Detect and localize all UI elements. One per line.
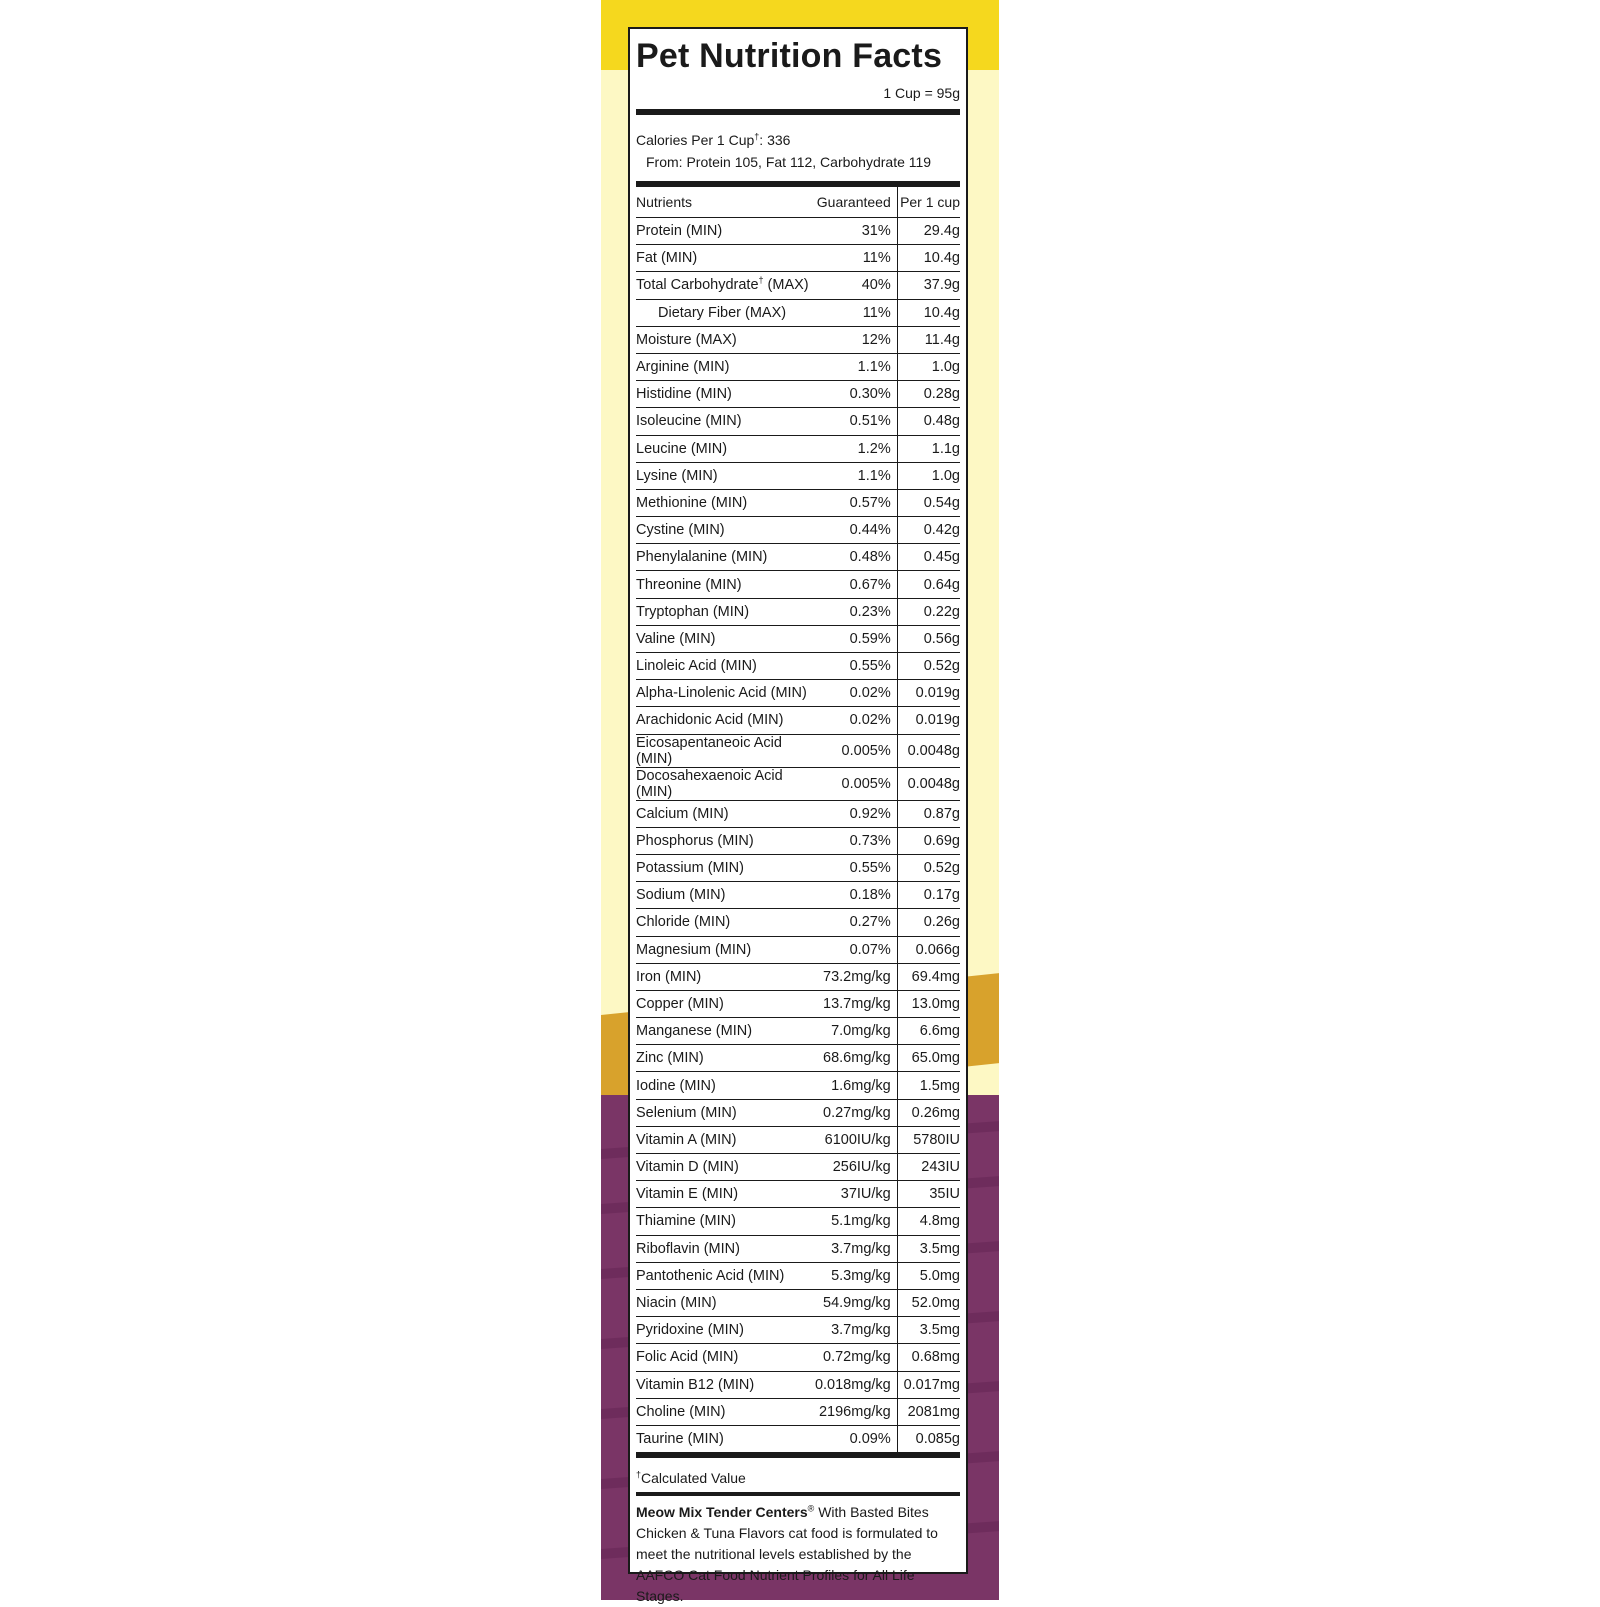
nutrient-label: Dietary Fiber (MAX) [658, 304, 787, 321]
guaranteed-value: 3.7mg/kg [815, 1235, 897, 1262]
guaranteed-value: 0.27mg/kg [815, 1099, 897, 1126]
serving-size: 1 Cup = 95g [883, 85, 960, 101]
nutrient-row [636, 1072, 960, 1099]
nutrient-name [636, 1371, 815, 1398]
nutrient-row [636, 353, 960, 380]
header-guaranteed: Guaranteed [815, 187, 897, 218]
nutrient-label: Calcium (MIN) [636, 805, 729, 822]
guaranteed-value: 37IU/kg [815, 1181, 897, 1208]
per-cup-value: 0.17g [897, 882, 960, 909]
nutrient-row [636, 909, 960, 936]
per-cup-value: 0.28g [897, 381, 960, 408]
brand-name: Meow Mix Tender Centers [636, 1504, 808, 1521]
nutrient-row [636, 381, 960, 408]
nutrient-label: Isoleucine (MIN) [636, 413, 742, 430]
per-cup-value: 3.5mg [897, 1235, 960, 1262]
nutrient-label: Threonine (MIN) [636, 576, 742, 593]
nutrient-label: Vitamin E (MIN) [636, 1186, 739, 1203]
nutrient-name [636, 734, 815, 767]
nutrient-name [636, 1425, 815, 1452]
nutrient-label: Histidine (MIN) [636, 386, 732, 403]
nutrient-row [636, 218, 960, 245]
guaranteed-value: 68.6mg/kg [815, 1045, 897, 1072]
nutrient-name [636, 1317, 815, 1344]
guaranteed-value: 7.0mg/kg [815, 1018, 897, 1045]
guaranteed-value: 2196mg/kg [815, 1398, 897, 1425]
nutrient-label: Leucine (MIN) [636, 440, 728, 457]
nutrient-table [636, 187, 960, 1452]
per-cup-value: 10.4g [897, 299, 960, 326]
nutrient-row [636, 1317, 960, 1344]
per-cup-value: 35IU [897, 1181, 960, 1208]
nutrient-row [636, 326, 960, 353]
nutrient-row [636, 1398, 960, 1425]
nutrient-row [636, 1262, 960, 1289]
nutrient-row [636, 489, 960, 516]
nutrient-label: Taurine (MIN) [636, 1430, 724, 1447]
nutrient-label: Niacin (MIN) [636, 1295, 717, 1312]
nutrient-row [636, 245, 960, 272]
guaranteed-value: 0.48% [815, 544, 897, 571]
nutrient-row [636, 680, 960, 707]
nutrient-label: Copper (MIN) [636, 995, 724, 1012]
nutrient-label: Total Carbohydrate [636, 277, 759, 294]
guaranteed-value: 0.55% [815, 653, 897, 680]
nutrient-name [636, 218, 815, 245]
guaranteed-value: 0.07% [815, 936, 897, 963]
nutrition-facts-panel [628, 27, 968, 1605]
nutrient-label: Choline (MIN) [636, 1403, 726, 1420]
per-cup-value: 1.1g [897, 435, 960, 462]
nutrient-name [636, 353, 815, 380]
nutrient-qualifier: (MAX) [763, 277, 809, 294]
per-cup-value: 69.4mg [897, 963, 960, 990]
nutrient-name [636, 272, 815, 299]
nutrient-row [636, 1045, 960, 1072]
nutrient-name [636, 1208, 815, 1235]
nutrient-label: Pantothenic Acid (MIN) [636, 1267, 785, 1284]
dagger-mark: † [758, 275, 764, 286]
guaranteed-value: 11% [815, 245, 897, 272]
nutrient-name [636, 1289, 815, 1316]
guaranteed-value: 31% [815, 218, 897, 245]
guaranteed-value: 0.44% [815, 517, 897, 544]
per-cup-value: 5.0mg [897, 1262, 960, 1289]
guaranteed-value: 0.59% [815, 625, 897, 652]
per-cup-value: 1.0g [897, 353, 960, 380]
nutrient-name [636, 680, 815, 707]
guaranteed-value: 1.2% [815, 435, 897, 462]
per-cup-value: 0.56g [897, 625, 960, 652]
per-cup-value: 0.42g [897, 517, 960, 544]
nutrient-name [636, 1154, 815, 1181]
guaranteed-value: 0.02% [815, 680, 897, 707]
calories-dagger: † [754, 131, 760, 142]
nutrient-name [636, 936, 815, 963]
header-nutrients: Nutrients [636, 187, 815, 218]
registered-mark: ® [807, 1503, 815, 1514]
nutrient-name [636, 767, 815, 800]
guaranteed-value: 256IU/kg [815, 1154, 897, 1181]
nutrient-name [636, 827, 815, 854]
nutrient-row [636, 462, 960, 489]
per-cup-value: 0.69g [897, 827, 960, 854]
guaranteed-value: 0.005% [815, 734, 897, 767]
nutrient-row [636, 1018, 960, 1045]
nutrient-name [636, 990, 815, 1017]
nutrient-row [636, 517, 960, 544]
per-cup-value: 0.68mg [897, 1344, 960, 1371]
nutrient-label: Phosphorus (MIN) [636, 832, 754, 849]
guaranteed-value: 0.67% [815, 571, 897, 598]
per-cup-value: 5780IU [897, 1126, 960, 1153]
nutrient-label: Linoleic Acid (MIN) [636, 658, 757, 675]
guaranteed-value: 0.09% [849, 1430, 891, 1447]
nutrient-name [636, 326, 815, 353]
nutrient-name [636, 1262, 815, 1289]
per-cup-value: 0.48g [897, 408, 960, 435]
guaranteed-value: 0.018mg/kg [815, 1371, 897, 1398]
nutrient-row [636, 882, 960, 909]
nutrient-row [636, 936, 960, 963]
nutrient-row [636, 1344, 960, 1371]
footnote-text: Calculated Value [641, 1470, 746, 1487]
footnote [636, 1458, 960, 1492]
nutrient-name [636, 1126, 815, 1153]
nutrient-label: Methionine (MIN) [636, 494, 748, 511]
nutrient-name [636, 653, 815, 680]
nutrient-label: Vitamin D (MIN) [636, 1159, 739, 1176]
guaranteed-value: 0.55% [815, 854, 897, 881]
guaranteed-value: 73.2mg/kg [815, 963, 897, 990]
nutrient-row [636, 408, 960, 435]
nutrient-name [636, 963, 815, 990]
nutrient-label: Zinc (MIN) [636, 1050, 704, 1067]
guaranteed-value: 0.51% [815, 408, 897, 435]
nutrient-label: Cystine (MIN) [636, 522, 725, 539]
per-cup-value: 13.0mg [897, 990, 960, 1017]
nutrient-row [636, 625, 960, 652]
panel-title: Pet Nutrition Facts [636, 37, 943, 75]
guaranteed-value: 13.7mg/kg [815, 990, 897, 1017]
nutrient-label: Riboflavin (MIN) [636, 1240, 740, 1257]
nutrient-row [636, 854, 960, 881]
per-cup-value: 6.6mg [897, 1018, 960, 1045]
nutrient-row [636, 435, 960, 462]
nutrient-name [636, 517, 815, 544]
nutrient-row [636, 963, 960, 990]
per-cup-value: 52.0mg [897, 1289, 960, 1316]
nutrient-label: Fat (MIN) [636, 250, 698, 267]
nutrient-row [636, 653, 960, 680]
per-cup-value: 0.22g [897, 598, 960, 625]
nutrient-row [636, 1154, 960, 1181]
nutrient-row [636, 571, 960, 598]
nutrient-name [636, 854, 815, 881]
per-cup-value: 0.0048g [897, 734, 960, 767]
nutrient-label: Lysine (MIN) [636, 467, 718, 484]
per-cup-value: 0.45g [897, 544, 960, 571]
nutrient-label: Manganese (MIN) [636, 1023, 753, 1040]
nutrient-label: Vitamin B12 (MIN) [636, 1376, 755, 1393]
guaranteed-value: 5.3mg/kg [815, 1262, 897, 1289]
nutrient-name [636, 1045, 815, 1072]
nutrient-row [636, 1235, 960, 1262]
nutrient-label: Sodium (MIN) [636, 887, 726, 904]
nutrient-row [636, 598, 960, 625]
guaranteed-value: 0.73% [815, 827, 897, 854]
nutrient-name [636, 299, 815, 326]
nutrient-name [636, 1344, 815, 1371]
nutrient-row [636, 1425, 960, 1452]
per-cup-value: 0.085g [897, 1425, 960, 1452]
per-cup-value: 0.26g [897, 909, 960, 936]
nutrient-name [636, 1099, 815, 1126]
nutrient-row [636, 1099, 960, 1126]
per-cup-value: 0.066g [897, 936, 960, 963]
calories-value: : 336 [759, 132, 791, 148]
per-cup-value: 3.5mg [897, 1317, 960, 1344]
nutrient-label: Tryptophan (MIN) [636, 603, 750, 620]
nutrient-row [636, 1371, 960, 1398]
guaranteed-value: 54.9mg/kg [815, 1289, 897, 1316]
guaranteed-value: 0.005% [815, 767, 897, 800]
nutrient-name [636, 707, 815, 734]
statement-text: With Basted Bites Chicken & Tuna Flavors cat food is formulated to meet the nutritional levels established by the AAFCO Cat Food Nutrient Profiles for All Life Stages. [636, 1504, 938, 1605]
guaranteed-value: 0.72mg/kg [815, 1344, 897, 1371]
nutrient-label: Selenium (MIN) [636, 1104, 737, 1121]
nutrient-name [636, 544, 815, 571]
nutrient-name [636, 489, 815, 516]
per-cup-value: 1.0g [897, 462, 960, 489]
guaranteed-value: 1.1% [815, 353, 897, 380]
per-cup-value: 2081mg [897, 1398, 960, 1425]
per-cup-value: 0.87g [897, 800, 960, 827]
nutrient-name [636, 1181, 815, 1208]
per-cup-value: 243IU [897, 1154, 960, 1181]
guaranteed-value: 1.1% [815, 462, 897, 489]
per-cup-value: 0.64g [897, 571, 960, 598]
guaranteed-value: 0.57% [815, 489, 897, 516]
nutrient-name [636, 571, 815, 598]
nutrient-label: Folic Acid (MIN) [636, 1349, 739, 1366]
guaranteed-value: 11% [815, 299, 897, 326]
guaranteed-value: 6100IU/kg [815, 1126, 897, 1153]
nutrient-row [636, 827, 960, 854]
per-cup-value: 0.52g [897, 653, 960, 680]
nutrient-name [636, 1398, 815, 1425]
guaranteed-value: 1.6mg/kg [815, 1072, 897, 1099]
nutrient-name [636, 1235, 815, 1262]
per-cup-value: 65.0mg [897, 1045, 960, 1072]
nutrient-row [636, 299, 960, 326]
nutrient-row [636, 800, 960, 827]
guaranteed-value: 0.18% [815, 882, 897, 909]
nutrient-name [636, 1072, 815, 1099]
nutrient-row [636, 767, 960, 800]
nutrient-row [636, 734, 960, 767]
nutrient-row [636, 544, 960, 571]
nutrient-name [636, 1018, 815, 1045]
guaranteed-value: 0.30% [815, 381, 897, 408]
guaranteed-value: 0.23% [815, 598, 897, 625]
per-cup-value: 0.26mg [897, 1099, 960, 1126]
nutrient-label: Eicosapentaneoic Acid (MIN) [636, 734, 782, 767]
nutrient-label: Phenylalanine (MIN) [636, 549, 768, 566]
nutrient-label: Arginine (MIN) [636, 359, 730, 376]
nutrient-row [636, 272, 960, 299]
per-cup-value: 0.54g [897, 489, 960, 516]
per-cup-value: 4.8mg [897, 1208, 960, 1235]
nutrient-label: Chloride (MIN) [636, 914, 731, 931]
guaranteed-value: 0.92% [815, 800, 897, 827]
per-cup-value: 0.017mg [897, 1371, 960, 1398]
nutrient-label: Alpha-Linolenic Acid (MIN) [636, 685, 807, 702]
guaranteed-value: 12% [815, 326, 897, 353]
nutrient-row [636, 1181, 960, 1208]
per-cup-value: 10.4g [897, 245, 960, 272]
table-header-row [636, 187, 960, 218]
nutrient-row [636, 990, 960, 1017]
nutrient-name [636, 625, 815, 652]
guaranteed-value: 5.1mg/kg [815, 1208, 897, 1235]
footnote-dagger: † [636, 1469, 642, 1480]
guaranteed-value: 0.02% [815, 707, 897, 734]
nutrient-label: Iron (MIN) [636, 968, 702, 985]
nutrient-label: Thiamine (MIN) [636, 1213, 736, 1230]
per-cup-value: 0.019g [897, 680, 960, 707]
per-cup-value: 1.5mg [897, 1072, 960, 1099]
nutrient-label: Moisture (MAX) [636, 331, 737, 348]
nutrient-label: Arachidonic Acid (MIN) [636, 712, 784, 729]
per-cup-value: 0.019g [897, 707, 960, 734]
per-cup-value: 0.0048g [897, 767, 960, 800]
header-per-cup: Per 1 cup [897, 187, 960, 218]
nutrient-row [636, 707, 960, 734]
nutrient-label: Docosahexaenoic Acid (MIN) [636, 767, 783, 800]
nutrient-name [636, 245, 815, 272]
calories-block [636, 115, 960, 181]
guaranteed-value: 0.27% [815, 909, 897, 936]
nutrient-name [636, 435, 815, 462]
product-statement [636, 1496, 960, 1607]
per-cup-value: 29.4g [897, 218, 960, 245]
nutrient-label: Protein (MIN) [636, 223, 723, 240]
nutrient-label: Valine (MIN) [636, 630, 716, 647]
nutrient-name [636, 909, 815, 936]
nutrient-name [636, 882, 815, 909]
nutrient-row [636, 1289, 960, 1316]
nutrient-row [636, 1208, 960, 1235]
nutrient-label: Pyridoxine (MIN) [636, 1322, 744, 1339]
nutrient-label: Iodine (MIN) [636, 1077, 716, 1094]
guaranteed-value: 3.7mg/kg [815, 1317, 897, 1344]
nutrient-name [636, 800, 815, 827]
per-cup-value: 37.9g [897, 272, 960, 299]
calories-label: Calories Per 1 Cup [636, 132, 755, 148]
nutrient-label: Magnesium (MIN) [636, 941, 752, 958]
nutrient-name [636, 381, 815, 408]
per-cup-value: 0.52g [897, 854, 960, 881]
nutrient-name [636, 462, 815, 489]
per-cup-value: 11.4g [897, 326, 960, 353]
nutrient-label: Vitamin A (MIN) [636, 1131, 737, 1148]
nutrient-name [636, 408, 815, 435]
nutrient-label: Potassium (MIN) [636, 860, 744, 877]
calories-from: From: Protein 105, Fat 112, Carbohydrate 119 [646, 154, 932, 170]
nutrient-row [636, 1126, 960, 1153]
guaranteed-value: 40% [815, 272, 897, 299]
calories-line [636, 129, 960, 151]
nutrient-name [636, 598, 815, 625]
